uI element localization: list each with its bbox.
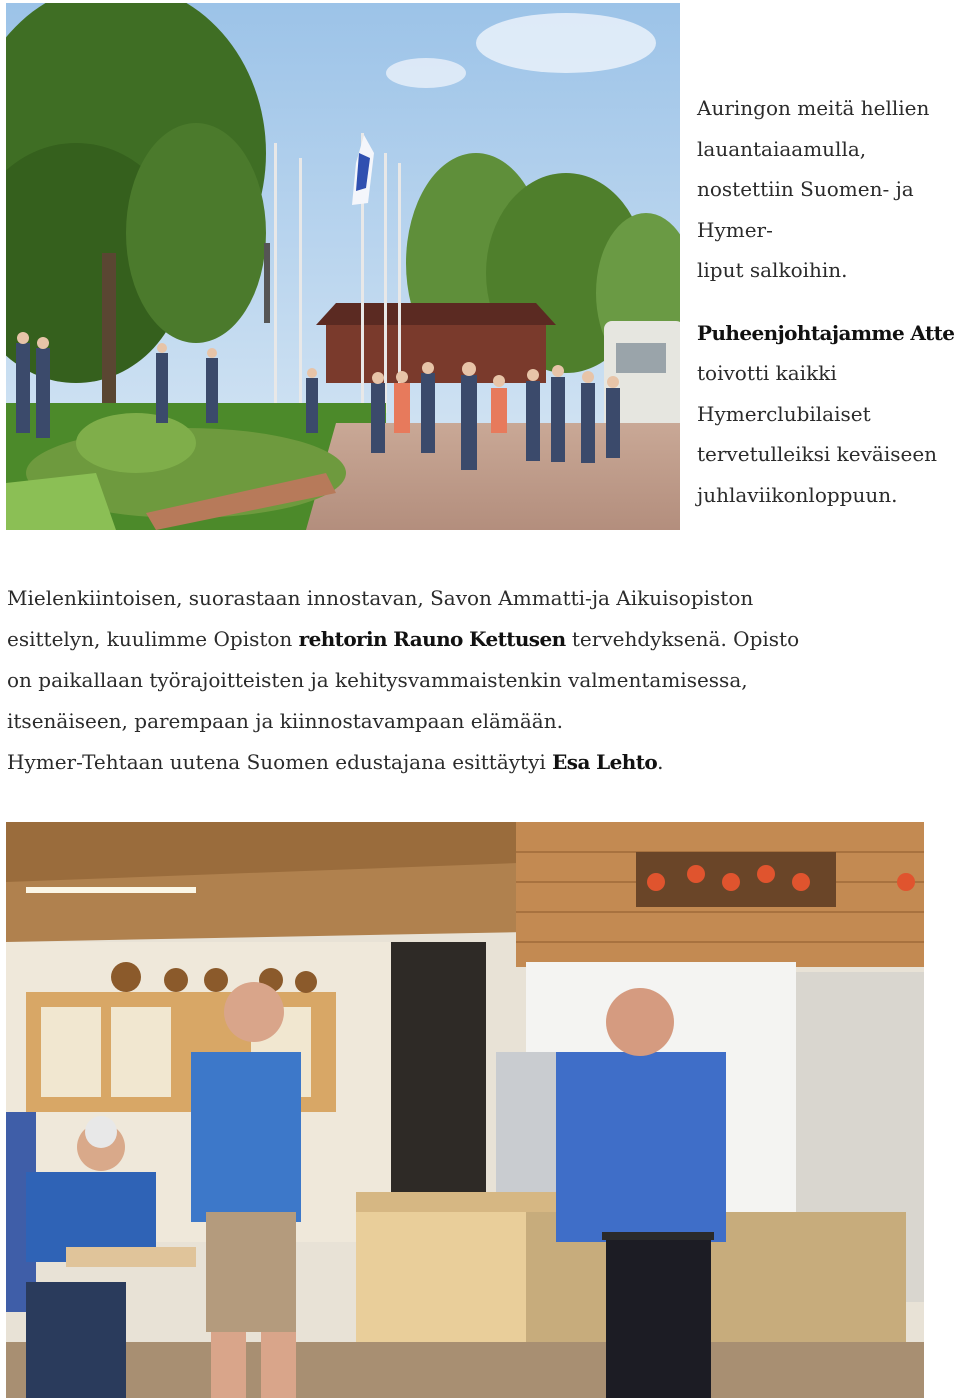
- welcome-line-3: tervetulleiksi keväiseen: [697, 442, 938, 466]
- principal-name: rehtorin Rauno Kettusen: [298, 627, 566, 651]
- representative-name: Esa Lehto: [552, 750, 658, 774]
- body-line-5: [7, 742, 957, 783]
- body-line-2-start: esittelyn, kuulimme Opiston: [7, 627, 299, 651]
- body-paragraph: [7, 578, 957, 783]
- side-line-1: Auringon meitä hellien: [697, 96, 930, 120]
- indoor-meeting-illustration: [6, 822, 924, 1398]
- chair-name: Puheenjohtajamme Atte: [697, 320, 955, 345]
- body-line-3: on paikallaan työrajoitteisten ja kehitysvammaistenkin valmentamisessa,: [7, 668, 748, 692]
- flag-ceremony-illustration: [6, 3, 680, 530]
- body-line-2-end: tervehdyksenä. Opisto: [565, 627, 800, 651]
- body-line-4: itsenäiseen, parempaan ja kiinnostavampaan elämään.: [7, 709, 563, 733]
- flag-ceremony-photo: [6, 3, 680, 530]
- side-line-2: lauantaiaamulla,: [697, 136, 867, 161]
- side-line-5: liput salkoihin.: [697, 258, 848, 282]
- side-caption: [697, 88, 959, 515]
- welcome-line-1: toivotti kaikki: [697, 361, 837, 385]
- body-line-1: Mielenkiintoisen, suorastaan innostavan, Savon Ammatti-ja Aikuisopiston: [7, 586, 754, 610]
- body-line-5-start: Hymer-Tehtaan uutena Suomen edustajana esittäytyi: [7, 750, 553, 774]
- side-spacer: [697, 291, 959, 313]
- welcome-line-2: Hymerclubilaiset: [697, 401, 871, 426]
- side-line-3: nostettiin Suomen- ja: [697, 177, 914, 201]
- indoor-meeting-photo: [6, 822, 924, 1398]
- body-line-2: [7, 619, 957, 660]
- side-line-4: Hymer-: [697, 217, 773, 242]
- welcome-line-4: juhlaviikonloppuun.: [697, 482, 898, 507]
- body-line-5-end: .: [657, 750, 664, 774]
